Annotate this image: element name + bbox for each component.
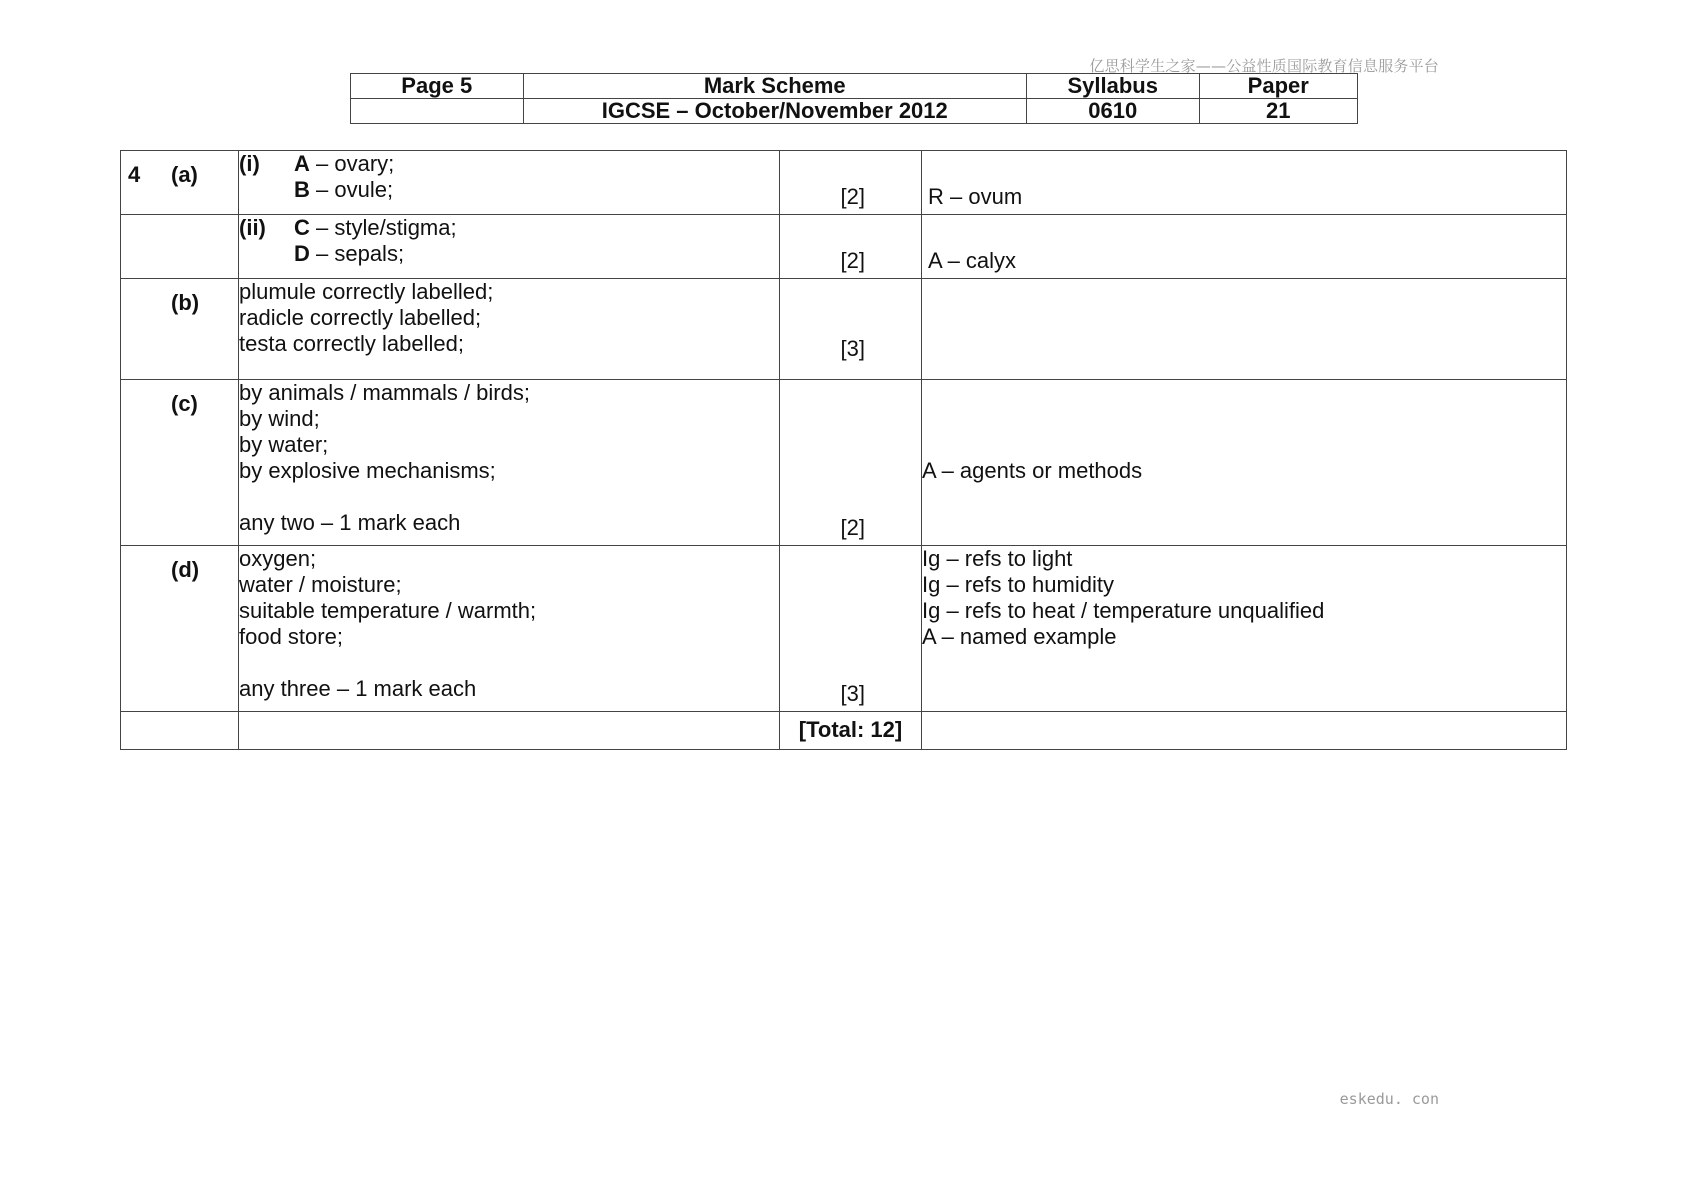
guidance-cell [922, 215, 1567, 279]
syllabus-code: 0610 [1027, 99, 1200, 124]
watermark-bottom: eskedu. con [1339, 1090, 1439, 1108]
watermark-top: 亿思科学生之家——公益性质国际教育信息服务平台 [1089, 57, 1439, 75]
answer-cell [239, 380, 780, 546]
question-cell [121, 279, 239, 380]
answer-cell [239, 215, 780, 279]
paper-number: 21 [1199, 99, 1358, 124]
answer-summary: any three – 1 mark each [239, 676, 477, 701]
answer-text: – ovary; [309, 151, 395, 176]
table-row [121, 279, 1567, 380]
answer-letter: D [294, 241, 310, 266]
answer-cell [239, 546, 780, 712]
empty-cell [922, 712, 1567, 750]
part-label: (c) [171, 391, 198, 416]
answer-line: testa correctly labelled; [239, 331, 464, 356]
mark-scheme-table [120, 150, 1567, 750]
answer-cell [239, 151, 780, 215]
question-cell [121, 546, 239, 712]
guidance-cell [922, 380, 1567, 546]
subpart-label: (ii) [239, 215, 266, 240]
empty-header-cell [351, 99, 524, 124]
guidance-note: A – agents or methods [922, 458, 1143, 483]
marks-cell [780, 151, 922, 215]
answer-text: – style/stigma; [309, 215, 457, 240]
guidance-note: R – ovum [928, 184, 1023, 209]
table-row [121, 215, 1567, 279]
marks-cell [780, 380, 922, 546]
question-number: 4 [128, 162, 141, 187]
question-cell [121, 215, 239, 279]
guidance-cell [922, 151, 1567, 215]
answer-line: by animals / mammals / birds; [239, 380, 530, 405]
guidance-note: Ig – refs to light [922, 546, 1073, 571]
answer-letter: C [294, 215, 310, 240]
guidance-note: Ig – refs to humidity [922, 572, 1114, 597]
marks-cell [780, 279, 922, 380]
subpart-label: (i) [239, 151, 260, 176]
answer-letter: A [294, 151, 310, 176]
answer-line: by water; [239, 432, 329, 457]
empty-cell [121, 712, 239, 750]
answer-line: by wind; [239, 406, 320, 431]
marks-cell [780, 215, 922, 279]
part-label: (a) [171, 162, 198, 187]
syllabus-label: Syllabus [1027, 74, 1200, 99]
marks-cell [780, 546, 922, 712]
answer-cell [239, 279, 780, 380]
guidance-note: A – named example [922, 624, 1117, 649]
paper-label: Paper [1199, 74, 1358, 99]
marks-value: [2] [840, 248, 865, 273]
answer-text: – sepals; [309, 241, 405, 266]
answer-summary: any two – 1 mark each [239, 510, 461, 535]
answer-line: suitable temperature / warmth; [239, 598, 537, 623]
answer-line: oxygen; [239, 546, 317, 571]
answer-line: radicle correctly labelled; [239, 305, 482, 330]
marks-value: [3] [840, 681, 865, 706]
empty-cell [239, 712, 780, 750]
mark-scheme-label: Mark Scheme [523, 74, 1027, 99]
part-label: (b) [171, 290, 200, 315]
answer-line: plumule correctly labelled; [239, 279, 494, 304]
answer-line: by explosive mechanisms; [239, 458, 496, 483]
table-row [121, 380, 1567, 546]
question-cell [121, 380, 239, 546]
guidance-note: A – calyx [928, 248, 1017, 273]
guidance-note: Ig – refs to heat / temperature unqualified [922, 598, 1325, 623]
total-row [121, 712, 1567, 750]
question-cell [121, 151, 239, 215]
part-label: (d) [171, 557, 200, 582]
guidance-cell [922, 546, 1567, 712]
table-row [121, 151, 1567, 215]
marks-value: [2] [840, 184, 865, 209]
header-table [350, 73, 1358, 124]
answer-letter: B [294, 177, 310, 202]
marks-value: [3] [840, 336, 865, 361]
answer-text: – ovule; [309, 177, 394, 202]
marks-value: [2] [840, 515, 865, 540]
page-number: Page 5 [351, 74, 524, 99]
exam-session: IGCSE – October/November 2012 [523, 99, 1027, 124]
answer-line: water / moisture; [239, 572, 402, 597]
answer-line: food store; [239, 624, 343, 649]
table-row [121, 546, 1567, 712]
total-marks: [Total: 12] [780, 712, 922, 750]
guidance-cell [922, 279, 1567, 380]
